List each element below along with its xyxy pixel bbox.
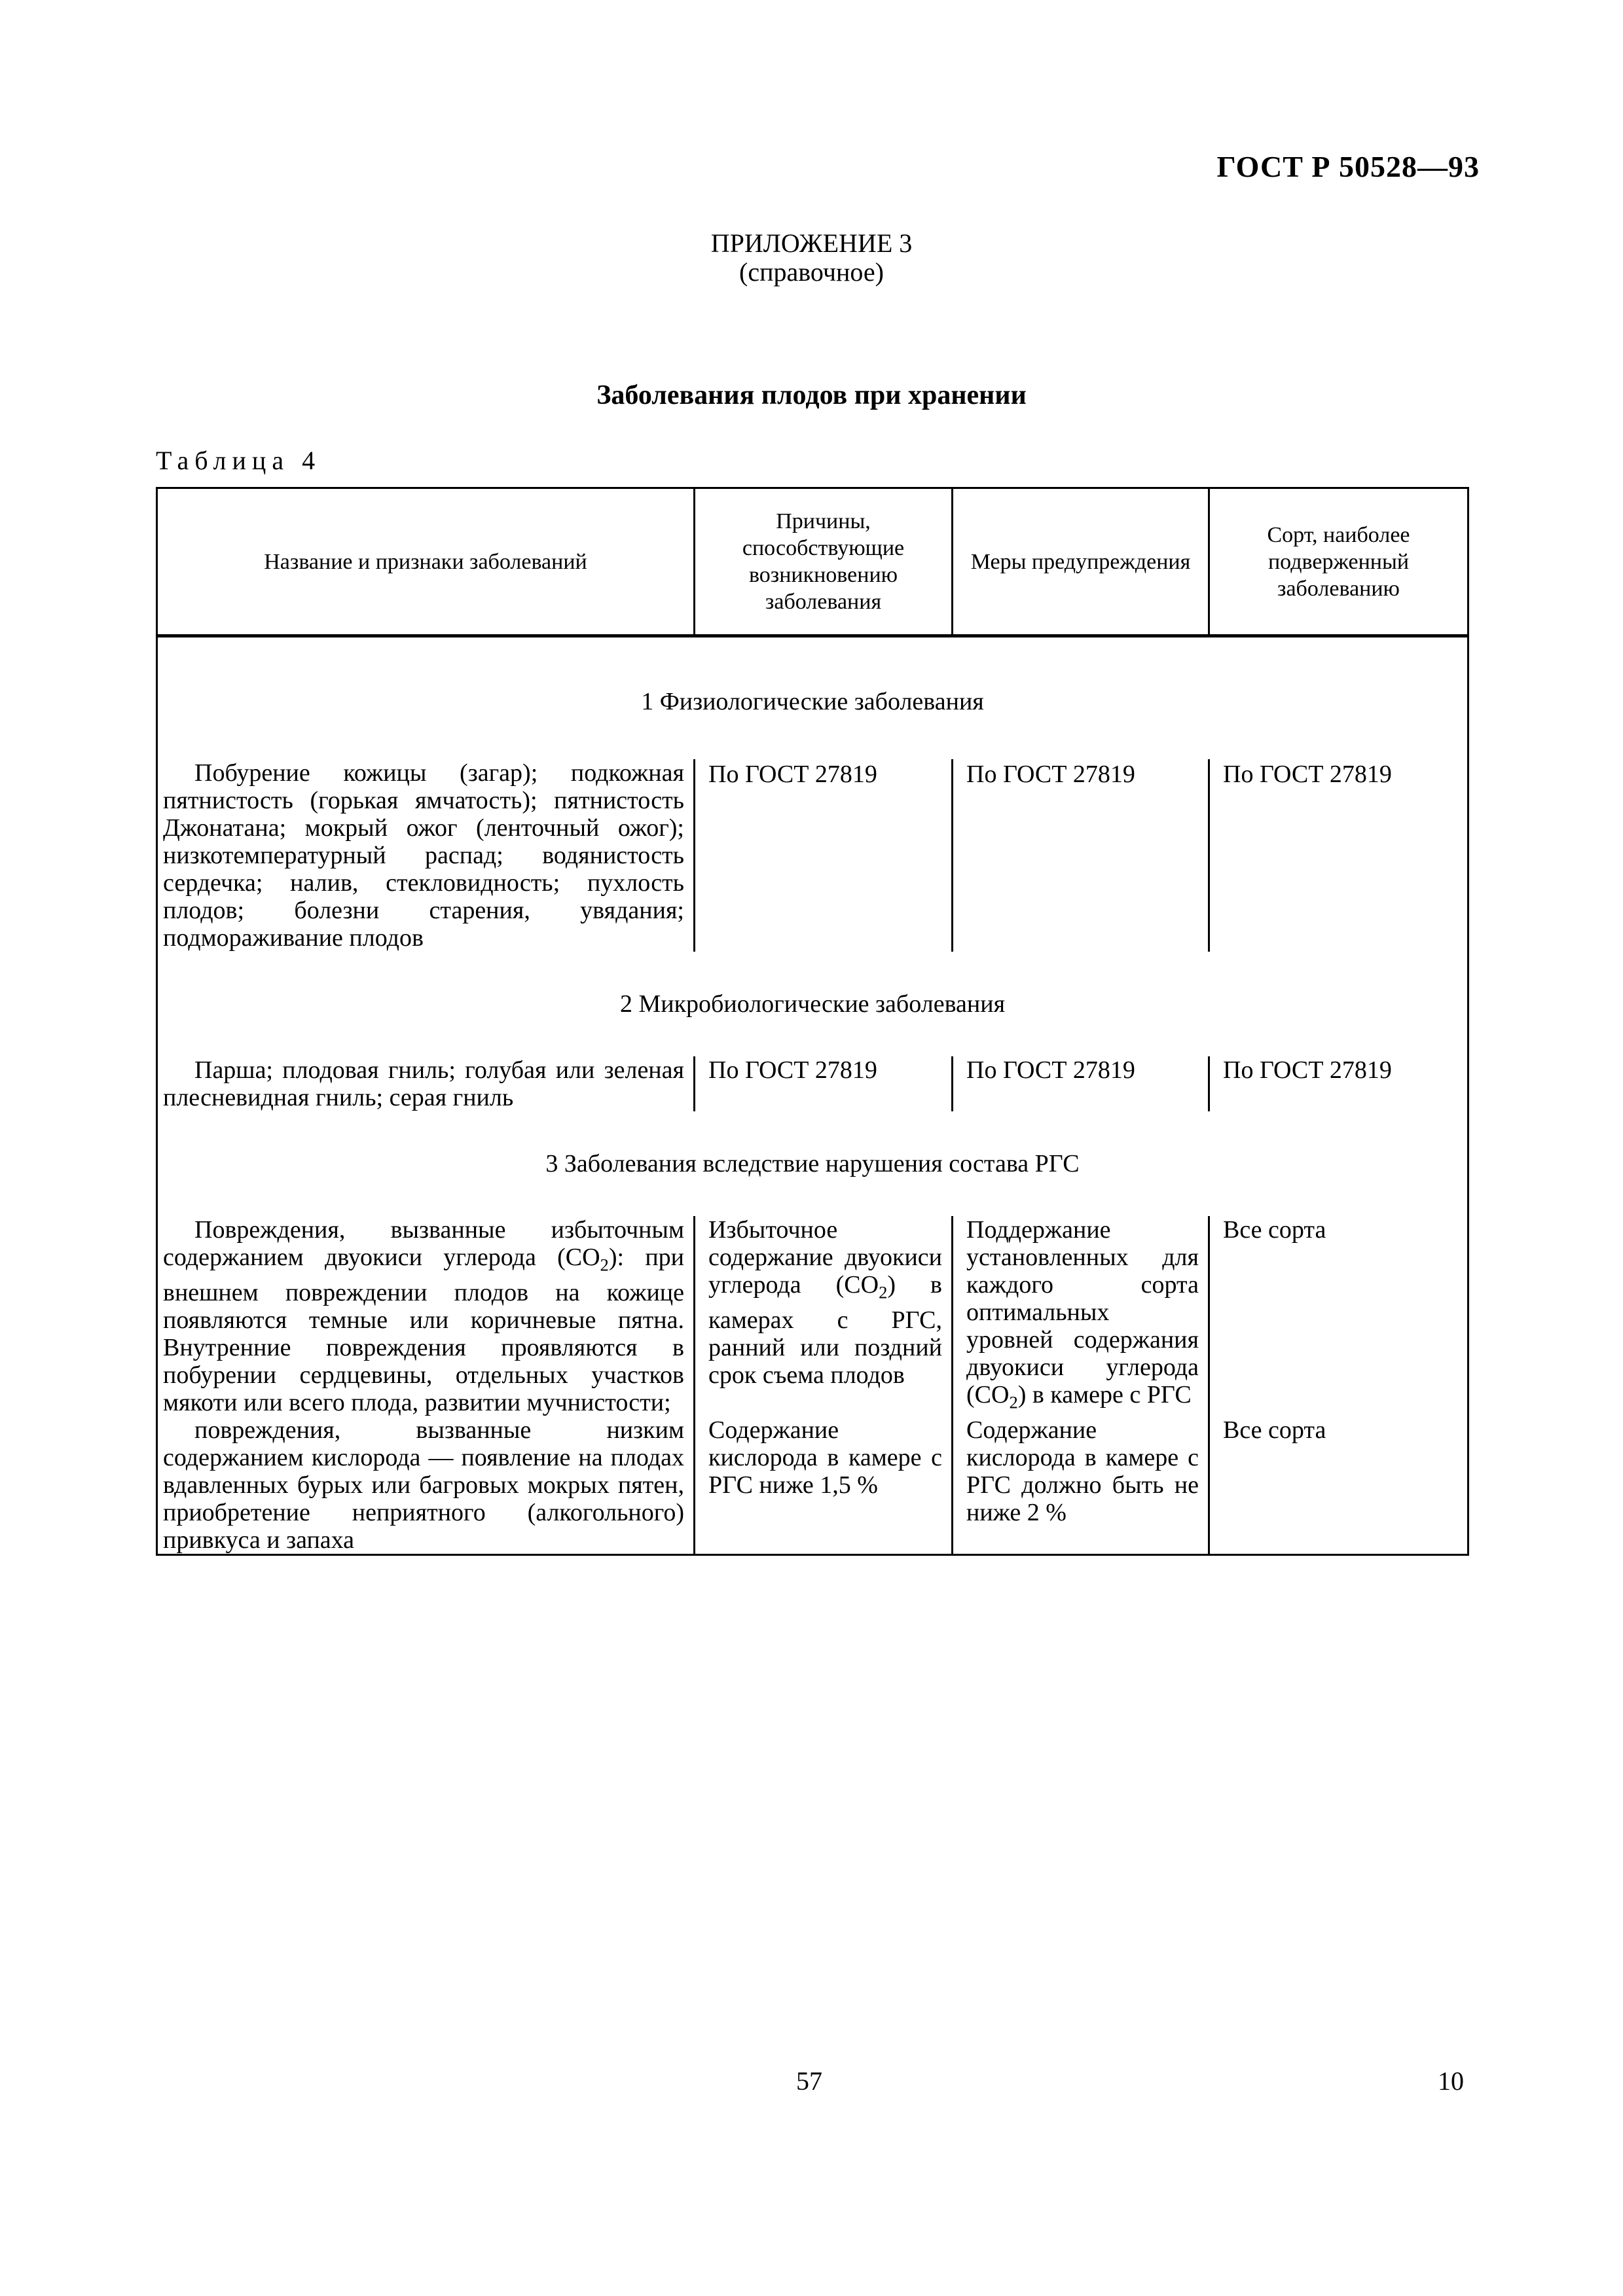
- table-header-row: [157, 488, 1468, 636]
- cell-prevention: Содержание кислорода в камере с РГС должно быть не ниже 2 %: [953, 1416, 1209, 1555]
- cell-disease-name: [157, 759, 695, 952]
- group-row-physiological: [157, 636, 1468, 760]
- appendix-title: ПРИЛОЖЕНИЕ 3: [710, 228, 913, 258]
- cell-disease-name: [157, 1056, 695, 1111]
- cell-disease-name: [157, 1216, 695, 1416]
- table-row: [157, 1416, 1468, 1555]
- text-part: ) в камере с РГС: [1017, 1381, 1192, 1408]
- group-title: 2 Микробиологические заболевания: [619, 990, 1006, 1018]
- group-row-microbiological: [157, 952, 1468, 1056]
- page-number-center: 57: [796, 2066, 822, 2096]
- header-variety: Сорт, наиболее подверженный заболеванию: [1209, 488, 1468, 636]
- appendix-subtitle: (справочное): [739, 257, 884, 287]
- table-row: [157, 1216, 1468, 1416]
- header-prevention: Меры предупреждения: [953, 488, 1209, 636]
- cell-prevention: По ГОСТ 27819: [953, 759, 1209, 952]
- text-part: ): при внешнем повреждении плодов на кожице появляются темные или коричневые пятна. Внутренние повреждения проявляются в побурении сердцевины, отдельных участков мякоти или всего плода, развитии мучнистости;: [163, 1244, 684, 1416]
- cell-causes: [695, 1216, 953, 1416]
- disease-name-text: повреждения, вызванные низким содержанием кислорода — появление на плодах вдавленных бурых или багровых мокрых пятен, приобретение неприятного (алкогольного) привкуса и запаха: [163, 1416, 684, 1554]
- cell-variety: Все сорта: [1209, 1416, 1468, 1555]
- appendix-heading: [0, 229, 1623, 287]
- text-part: ) в камерах с РГС, ранний или поздний срок съема плодов: [708, 1271, 942, 1389]
- subscript: 2: [879, 1282, 888, 1302]
- text-part: Поддержание установленных для каждого сорта оптимальных уровней содержания двуокиси углерода (CO: [966, 1216, 1199, 1408]
- cell-variety: По ГОСТ 27819: [1209, 759, 1468, 952]
- text-part: Повреждения, вызванные избыточным содержанием двуокиси углерода (CO: [163, 1216, 684, 1271]
- cell-variety: По ГОСТ 27819: [1209, 1056, 1468, 1111]
- cell-variety: Все сорта: [1209, 1216, 1468, 1416]
- group-title: 3 Заболевания вследствие нарушения состава РГС: [545, 1150, 1080, 1177]
- section-title: Заболевания плодов при хранении: [596, 380, 1027, 410]
- disease-name-text: [163, 1216, 684, 1416]
- cell-prevention: По ГОСТ 27819: [953, 1056, 1209, 1111]
- subscript: 2: [600, 1255, 609, 1275]
- cell-disease-name: [157, 1416, 695, 1555]
- page-number-right: 10: [1438, 2066, 1464, 2096]
- group-row-rgs: [157, 1111, 1468, 1216]
- cell-prevention: [953, 1216, 1209, 1416]
- document-code: ГОСТ Р 50528—93: [1216, 150, 1480, 183]
- group-title: 1 Физиологические заболевания: [641, 688, 984, 715]
- cell-causes: Содержание кислорода в камере с РГС ниже 1,5 %: [695, 1416, 953, 1555]
- header-causes: Причины, способствующие возникновению заболевания: [695, 488, 953, 636]
- cell-causes: По ГОСТ 27819: [695, 759, 953, 952]
- table-row: [157, 759, 1468, 952]
- table-row: [157, 1056, 1468, 1111]
- text-part: Избыточное содержание двуокиси углерода (CO: [708, 1216, 942, 1299]
- subscript: 2: [1009, 1392, 1018, 1412]
- disease-name-text: Побурение кожицы (загар); подкожная пятнистость (горькая ямчатость); пятнистость Джонатана; мокрый ожог (ленточный ожог); низкотемпературный распад; водянистость сердечка; налив, стекловидность; пухлость плодов; болезни старения, увядания; подмораживание плодов: [163, 759, 684, 952]
- cell-causes: По ГОСТ 27819: [695, 1056, 953, 1111]
- table-label: Таблица 4: [156, 446, 321, 475]
- diseases-table: [156, 487, 1469, 1556]
- header-disease-name: Название и признаки заболеваний: [157, 488, 695, 636]
- disease-name-text: Парша; плодовая гниль; голубая или зеленая плесневидная гниль; серая гниль: [163, 1056, 684, 1111]
